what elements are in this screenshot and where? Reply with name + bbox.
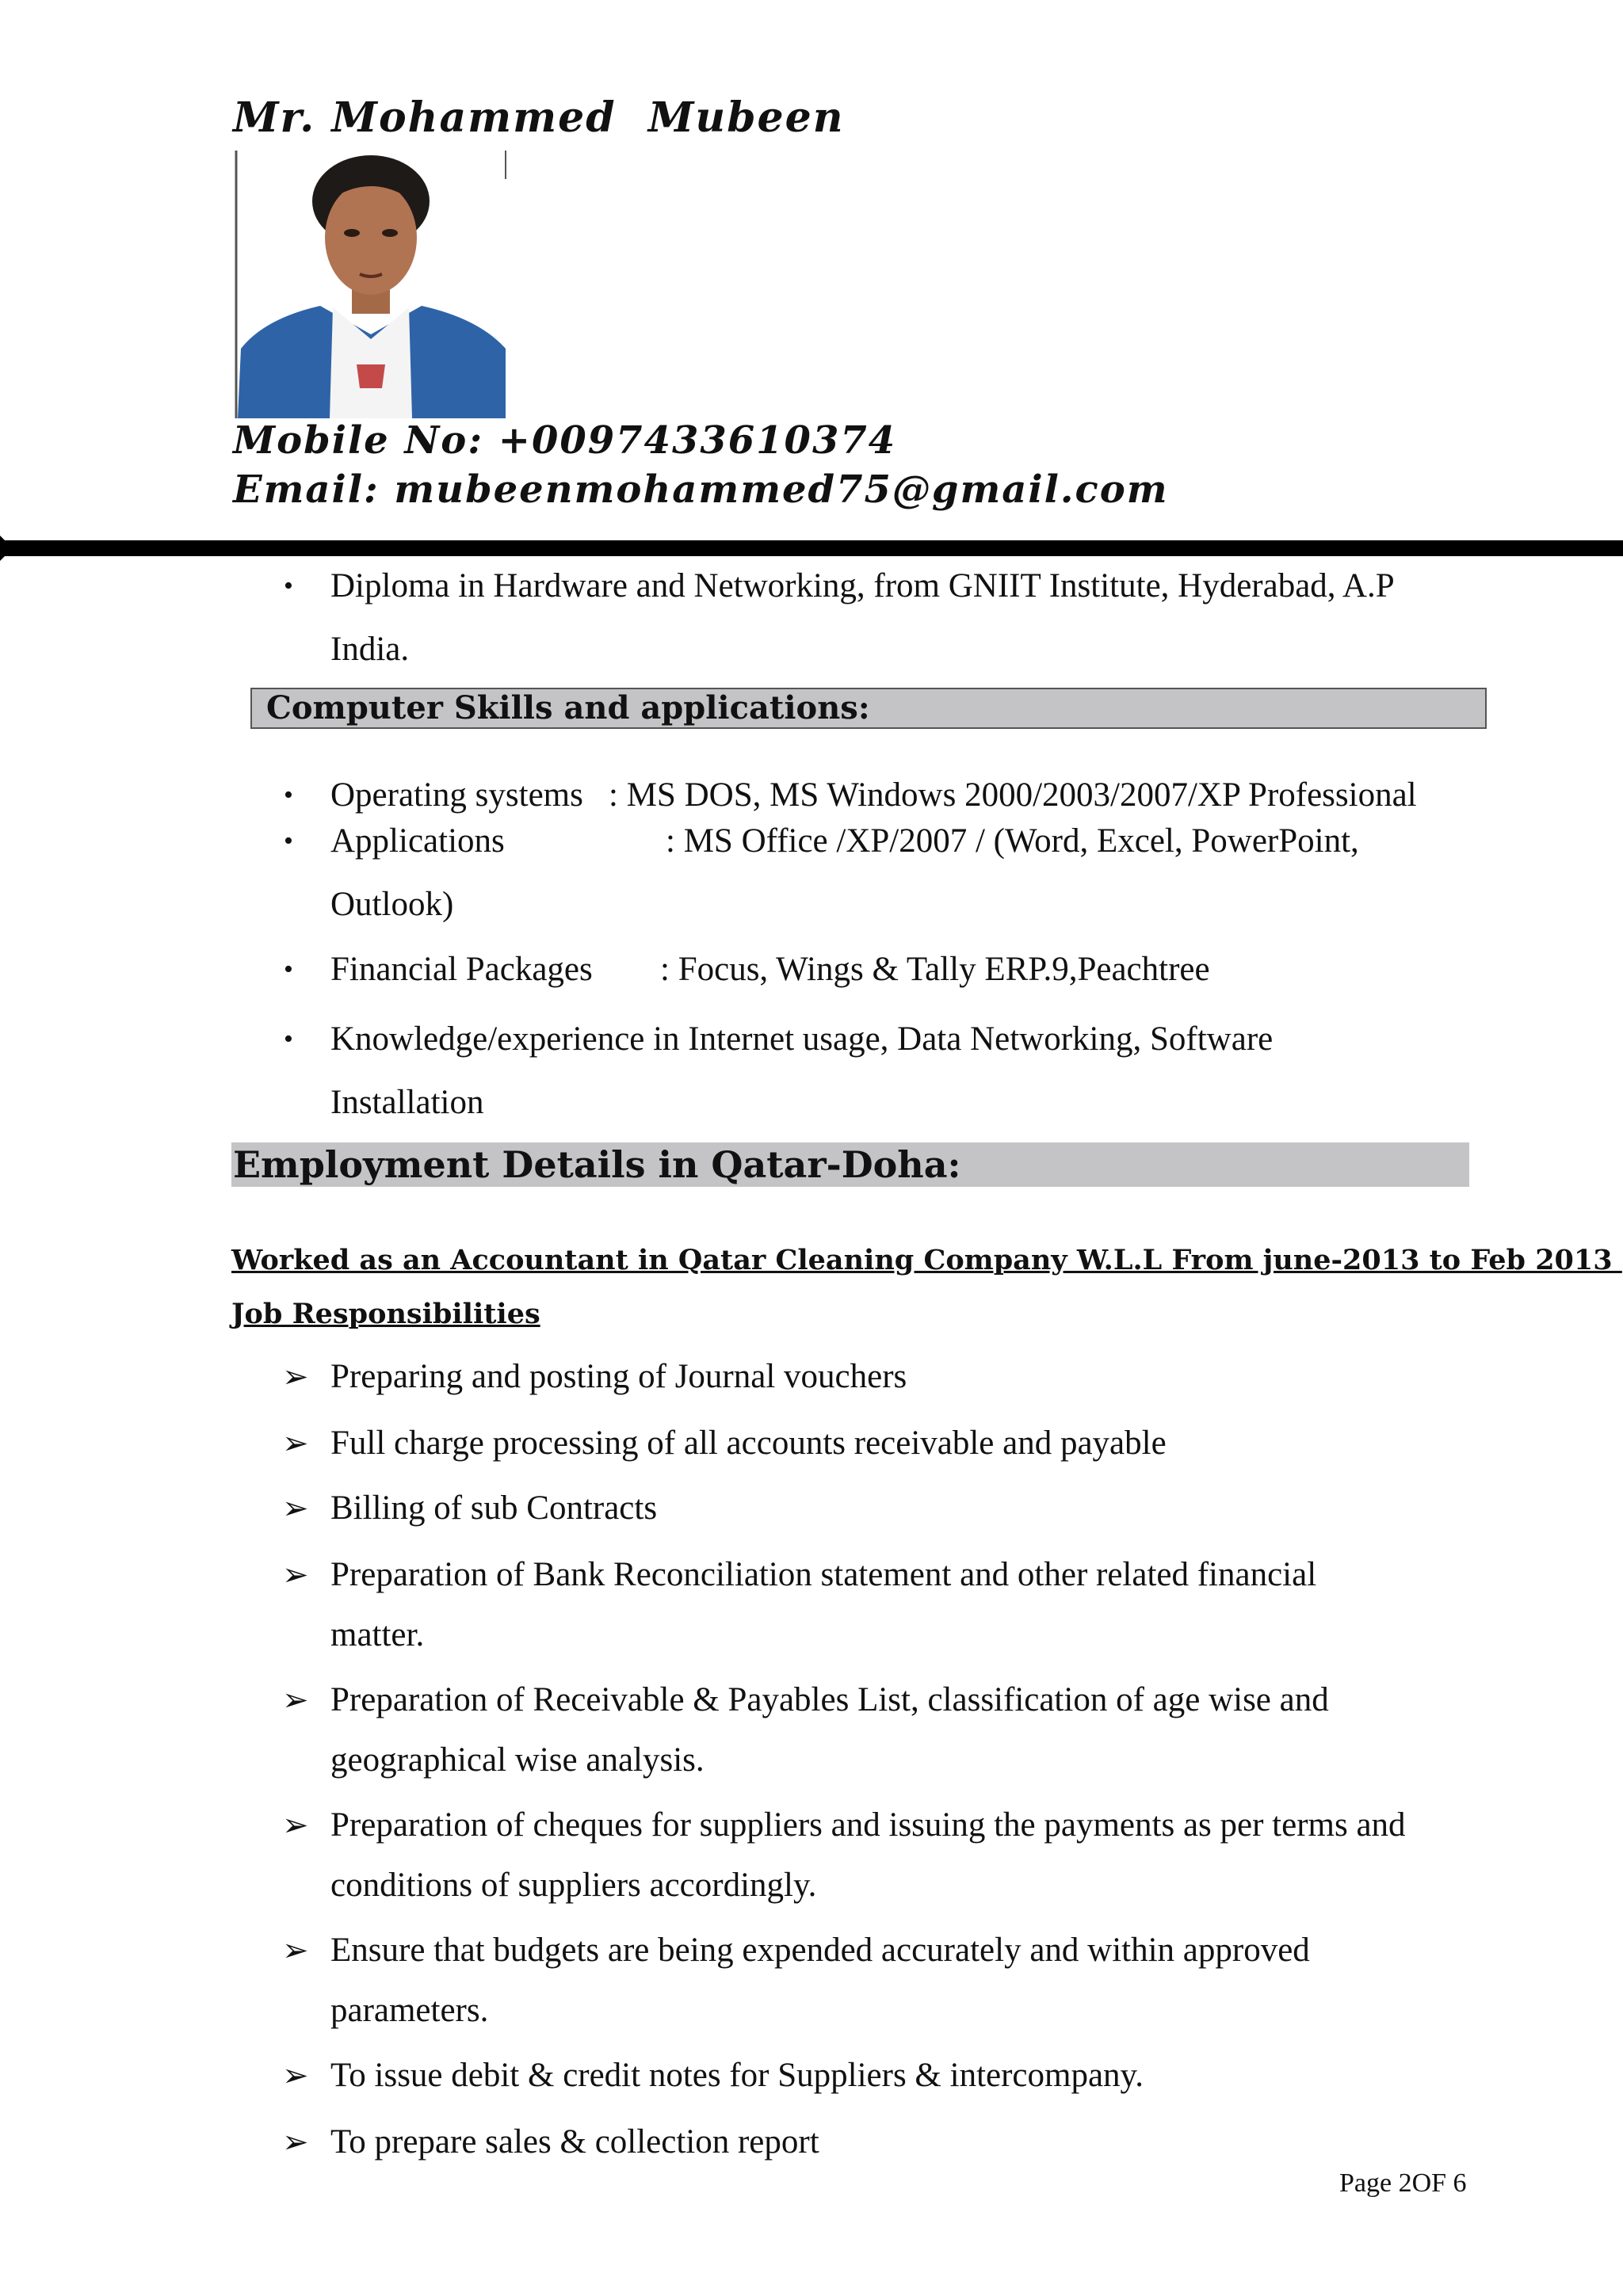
responsibility-item-continuation: geographical wise analysis. [330,1741,705,1779]
responsibility-item: Ensure that budgets are being expended accurately and within approved [330,1932,1310,1969]
candidate-name: Mr. Mohammed Mubeen [233,93,845,142]
education-line-continuation: India. [330,631,410,668]
skill-value-financial-packages: : Focus, Wings & Tally ERP.9,Peachtree [660,951,1210,988]
header-divider [0,540,1623,556]
responsibility-item-continuation: matter. [330,1616,425,1653]
arrow-bullet-icon: ➢ [282,1359,309,1394]
email-address: Email: mubeenmohammed75@gmail.com [233,467,1169,512]
arrow-bullet-icon: ➢ [282,1807,309,1843]
page-number: Page 2OF 6 [1339,2168,1467,2198]
responsibility-item-continuation: conditions of suppliers accordingly. [330,1867,817,1904]
skill-label-financial-packages: Financial Packages [330,951,593,988]
responsibility-item: Preparation of cheques for suppliers and issuing the payments as per terms and [330,1806,1406,1844]
bullet-icon: • [284,780,293,810]
job-responsibilities-heading: Job Responsibilities [231,1298,540,1330]
arrow-bullet-icon: ➢ [282,1425,309,1461]
arrow-bullet-icon: ➢ [282,2124,309,2160]
mobile-number: Mobile No: +0097433610374 [233,418,897,463]
bullet-icon: • [284,1024,293,1054]
skill-value-operating-systems: : MS DOS, MS Windows 2000/2003/2007/XP Professional [609,776,1417,814]
divider-arrow-marker [0,536,13,561]
responsibility-item: Preparation of Receivable & Payables List, classification of age wise and [330,1681,1329,1718]
arrow-bullet-icon: ➢ [282,1932,309,1968]
computer-skills-heading: Computer Skills and applications: [266,689,870,727]
skill-value-applications-continuation: Outlook) [330,886,454,923]
bullet-icon: • [284,826,293,856]
position-title: Worked as an Accountant in Qatar Cleaning Company W.L.L From june-2013 to Feb 2013 [231,1244,1622,1276]
arrow-bullet-icon: ➢ [282,2058,309,2093]
arrow-bullet-icon: ➢ [282,1682,309,1718]
skill-label-operating-systems: Operating systems [330,776,583,814]
bullet-icon: • [284,571,293,601]
responsibility-item: Full charge processing of all accounts receivable and payable [330,1425,1167,1462]
responsibility-item: Preparing and posting of Journal vouchers [330,1358,907,1395]
responsibility-item: Preparation of Bank Reconciliation statement and other related financial [330,1556,1317,1593]
skill-knowledge-continuation: Installation [330,1084,484,1121]
profile-photo [233,151,509,418]
responsibility-item: To prepare sales & collection report [330,2123,819,2161]
skill-knowledge: Knowledge/experience in Internet usage, Data Networking, Software [330,1020,1274,1058]
employment-heading: Employment Details in Qatar-Doha: [233,1143,961,1186]
responsibility-item: To issue debit & credit notes for Suppliers & intercompany. [330,2057,1144,2094]
arrow-bullet-icon: ➢ [282,1490,309,1526]
responsibility-item: Billing of sub Contracts [330,1489,658,1527]
skill-label-applications: Applications [330,822,505,860]
bullet-icon: • [284,955,293,984]
education-line: Diploma in Hardware and Networking, from GNIIT Institute, Hyderabad, A.P [330,567,1395,605]
responsibility-item-continuation: parameters. [330,1992,489,2029]
arrow-bullet-icon: ➢ [282,1557,309,1592]
skill-value-applications: : MS Office /XP/2007 / (Word, Excel, PowerPoint, [666,822,1359,860]
